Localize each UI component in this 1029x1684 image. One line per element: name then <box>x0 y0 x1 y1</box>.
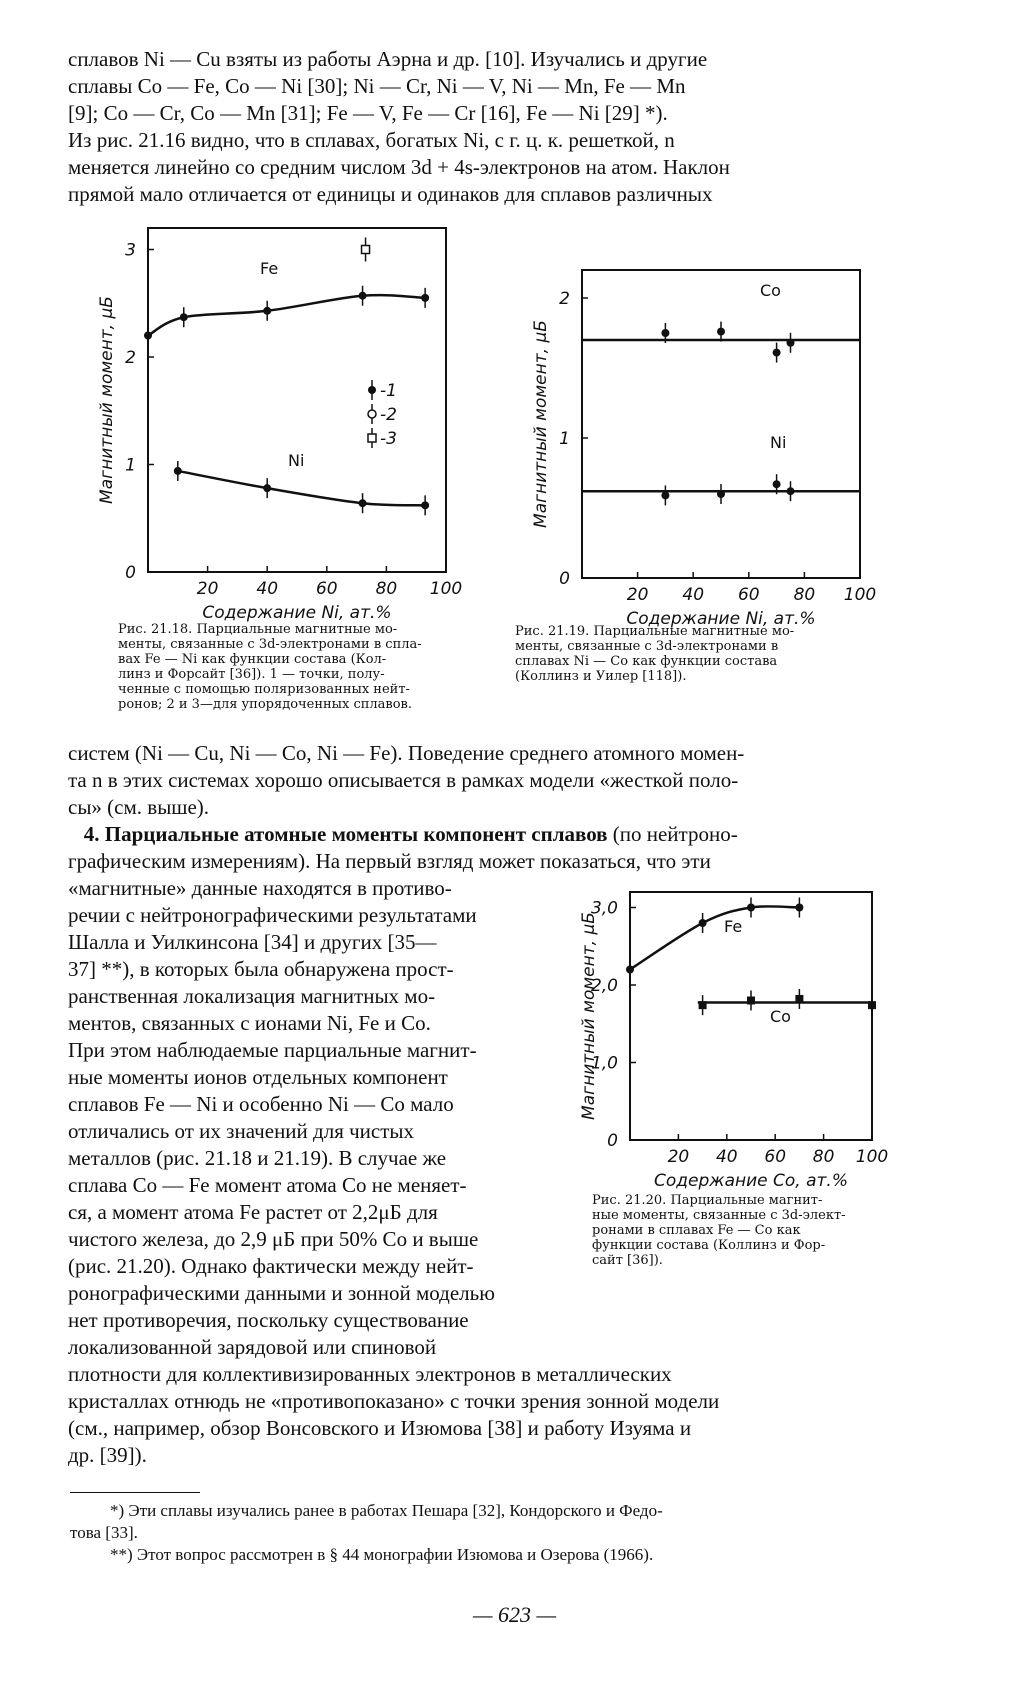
y-tick-label: 2 <box>559 289 570 309</box>
data-point <box>747 904 755 912</box>
caption-line: сплавах Ni — Co как функции состава <box>515 654 778 669</box>
figure-21-18 <box>90 222 470 622</box>
y-tick-label: 0 <box>607 1131 618 1151</box>
series-label-co: Co <box>770 1007 791 1026</box>
data-point-ordered <box>362 246 370 254</box>
caption-line: менты, связанные с 3d-электронами в <box>515 639 779 654</box>
text-line: отличались от их значений для чистых <box>68 1119 415 1143</box>
y-tick-label: 0 <box>125 563 136 583</box>
text-line: систем (Ni — Cu, Ni — Co, Ni — Fe). Поведение среднего атомного момен- <box>68 741 745 765</box>
text-line: ные моменты ионов отдельных компонент <box>68 1065 448 1089</box>
legend-label: -1 <box>380 381 397 401</box>
x-axis-label: Содержание Co, ат.% <box>654 1171 848 1191</box>
y-tick-label: 2 <box>125 348 136 368</box>
figure-21-19 <box>520 258 890 629</box>
footnote: *) Эти сплавы изучались ранее в работах Пешара [32], Кондорского и Федо- <box>110 1501 663 1520</box>
y-tick-label: 0 <box>559 569 570 589</box>
data-point <box>868 1001 876 1009</box>
intro-paragraph <box>68 46 908 208</box>
data-point <box>661 491 669 499</box>
x-tick-label: 80 <box>793 585 816 605</box>
footnote: **) Этот вопрос рассмотрен в § 44 монографии Изюмова и Озерова (1966). <box>110 1545 654 1564</box>
data-point <box>174 467 182 475</box>
body-left-column <box>68 875 568 1361</box>
y-axis-label: Магнитный момент, μБ <box>97 296 117 504</box>
caption-line: ронов; 2 и 3—для упорядоченных сплавов. <box>118 697 413 712</box>
data-point <box>773 480 781 488</box>
text-line: 37] **), в которых была обнаружена прост- <box>68 957 454 981</box>
x-tick-label: 80 <box>375 579 398 599</box>
text-line: При этом наблюдаемые парциальные магнит- <box>68 1038 477 1062</box>
text-line: сы» (см. выше). <box>68 795 210 819</box>
data-point <box>787 487 795 495</box>
footnote: това [33]. <box>70 1523 138 1542</box>
chart-fe-ni <box>90 222 470 622</box>
data-point <box>263 484 271 492</box>
series-line-fe <box>630 906 799 969</box>
legend-label: -2 <box>380 405 397 425</box>
y-tick-label: 2,0 <box>590 976 618 996</box>
x-tick-label: 80 <box>812 1147 835 1167</box>
text-line: ронографическими данными и зонной моделью <box>68 1281 495 1305</box>
caption-line: Рис. 21.20. Парциальные магнит- <box>592 1193 823 1208</box>
data-point <box>180 313 188 321</box>
plot-frame <box>630 892 872 1140</box>
text-line: сплава Co — Fe момент атома Co не меняет- <box>68 1173 467 1197</box>
y-tick-label: 1 <box>559 429 570 449</box>
y-axis-label: Магнитный момент, μБ <box>531 320 551 528</box>
page-number: — 623 — <box>472 1602 557 1627</box>
figure-21-20 <box>572 876 892 1191</box>
text-line: металлов (рис. 21.18 и 21.19). В случае же <box>68 1146 447 1170</box>
section-paragraph <box>68 740 908 875</box>
heading-bold: 4. Парциальные атомные моменты компонент сплавов <box>83 822 608 846</box>
figure-21-20-caption <box>592 1193 846 1268</box>
x-tick-label: 60 <box>315 579 338 599</box>
series-label-ni: Ni <box>770 433 787 452</box>
text-line: Шалла и Уилкинсона [34] и других [35— <box>68 930 437 954</box>
plot-frame <box>582 270 860 578</box>
caption-line: ронами в сплавах Fe — Co как <box>592 1223 801 1238</box>
y-tick-label: 1,0 <box>590 1053 618 1074</box>
caption-line: ные моменты, связанные с 3d-элект- <box>592 1208 846 1223</box>
text-line: (см., например, обзор Вонсовского и Изюмова [38] и работу Изуяма и <box>68 1416 692 1440</box>
data-point <box>773 349 781 357</box>
text-line: речии с нейтронографическими результатами <box>68 903 477 927</box>
figure-21-19-caption <box>515 624 794 684</box>
text-line: сплавов Fe — Ni и особенно Ni — Co мало <box>68 1092 454 1116</box>
caption-line: (Коллинз и Уилер [118]). <box>515 669 687 684</box>
y-tick-label: 1 <box>125 455 136 476</box>
text-line: прямой мало отличается от единицы и одинаков для сплавов различных <box>68 182 713 206</box>
footnote-rule <box>70 1492 200 1493</box>
x-tick-label: 20 <box>626 585 649 605</box>
text-line: нет противоречия, поскольку существование <box>68 1308 469 1332</box>
x-tick-label: 60 <box>764 1147 787 1167</box>
series-line-fe <box>148 295 425 335</box>
data-point <box>421 501 429 509</box>
text-line: ранственная локализация магнитных мо- <box>68 984 436 1008</box>
legend-marker <box>368 386 376 394</box>
chart-ni-co <box>520 258 890 629</box>
data-point <box>263 307 271 315</box>
data-point <box>359 499 367 507</box>
caption-line: вах Fe — Ni как функции состава (Кол- <box>118 652 387 667</box>
x-tick-label: 100 <box>429 579 463 599</box>
text-line: графическим измерениям). На первый взгляд может показаться, что эти <box>68 849 711 873</box>
text-line: [9]; Co — Cr, Co — Mn [31]; Fe — V, Fe — Cr [16], Fe — Ni [29] *). <box>68 101 668 125</box>
data-point <box>717 490 725 498</box>
caption-line: Рис. 21.19. Парциальные магнитные мо- <box>515 624 795 639</box>
y-tick-label: 3,0 <box>590 898 618 919</box>
data-point <box>699 1001 707 1009</box>
caption-line: Рис. 21.18. Парциальные магнитные мо- <box>118 622 398 637</box>
x-tick-label: 100 <box>855 1147 889 1167</box>
text-line: та n в этих системах хорошо описывается в рамках модели «жесткой поло- <box>68 768 739 792</box>
body-full-width <box>68 1361 908 1469</box>
section-heading <box>68 821 908 848</box>
text-line: локализованной зарядовой или спиновой <box>68 1335 437 1359</box>
x-tick-label: 60 <box>737 585 760 605</box>
heading-rest: (по нейтроно- <box>607 822 738 846</box>
caption-line: функции состава (Коллинз и Фор- <box>592 1238 826 1253</box>
caption-line: ченные с помощью поляризованных нейт- <box>118 682 410 697</box>
x-tick-label: 40 <box>682 585 705 605</box>
x-axis-label: Содержание Ni, ат.% <box>626 609 816 629</box>
legend-marker <box>368 410 376 418</box>
figure-21-18-caption <box>118 622 422 712</box>
caption-line: менты, связанные с 3d-электронами в спла- <box>118 637 422 652</box>
text-line: «магнитные» данные находятся в противо- <box>68 876 452 900</box>
text-line: др. [39]). <box>68 1443 147 1467</box>
text-line: (рис. 21.20). Однако фактически между нейт- <box>68 1254 474 1278</box>
text-line: ся, а момент атома Fe растет от 2,2μБ для <box>68 1200 438 1224</box>
series-label-fe: Fe <box>724 917 743 936</box>
text-line: ментов, связанных с ионами Ni, Fe и Co. <box>68 1011 431 1035</box>
series-label-ni: Ni <box>288 451 305 470</box>
data-point <box>795 904 803 912</box>
x-axis-label: Содержание Ni, ат.% <box>202 603 392 623</box>
text-line: сплавы Co — Fe, Co — Ni [30]; Ni — Cr, Ni — V, Ni — Mn, Fe — Mn <box>68 74 686 98</box>
plot-frame <box>148 228 446 572</box>
text-line: меняется линейно со средним числом 3d + 4s-электронов на атом. Наклон <box>68 155 730 179</box>
x-tick-label: 40 <box>715 1147 738 1167</box>
series-label-co: Co <box>760 281 781 300</box>
caption-line: линз и Форсайт [36]). 1 — точки, полу- <box>118 667 385 682</box>
x-tick-label: 20 <box>196 579 219 599</box>
x-tick-label: 40 <box>256 579 279 599</box>
data-point <box>359 292 367 300</box>
data-point <box>661 329 669 337</box>
y-tick-label: 3 <box>125 240 136 261</box>
series-label-fe: Fe <box>260 259 279 278</box>
caption-line: сайт [36]). <box>592 1253 663 1268</box>
data-point <box>717 328 725 336</box>
text-line: Из рис. 21.16 видно, что в сплавах, богатых Ni, с г. ц. к. решеткой, n <box>68 128 675 152</box>
legend-marker <box>368 434 376 442</box>
text-line: чистого железа, до 2,9 μБ при 50% Co и выше <box>68 1227 479 1251</box>
chart-fe-co <box>572 876 892 1191</box>
data-point <box>787 339 795 347</box>
text-line: кристаллах отнюдь не «противопоказано» с точки зрения зонной модели <box>68 1389 720 1413</box>
data-point <box>144 332 152 340</box>
legend-label: -3 <box>380 429 397 449</box>
data-point <box>795 995 803 1003</box>
x-tick-label: 100 <box>843 585 877 605</box>
text-line: сплавов Ni — Cu взяты из работы Аэрна и др. [10]. Изучались и другие <box>68 47 708 71</box>
y-axis-label: Магнитный момент, μБ <box>579 912 599 1120</box>
series-line-ni <box>178 471 425 505</box>
data-point <box>421 294 429 302</box>
data-point <box>626 966 634 974</box>
data-point <box>747 997 755 1005</box>
footnotes <box>70 1500 970 1566</box>
text-line: плотности для коллективизированных электронов в металлических <box>68 1362 672 1386</box>
data-point <box>699 919 707 927</box>
x-tick-label: 20 <box>667 1147 690 1167</box>
